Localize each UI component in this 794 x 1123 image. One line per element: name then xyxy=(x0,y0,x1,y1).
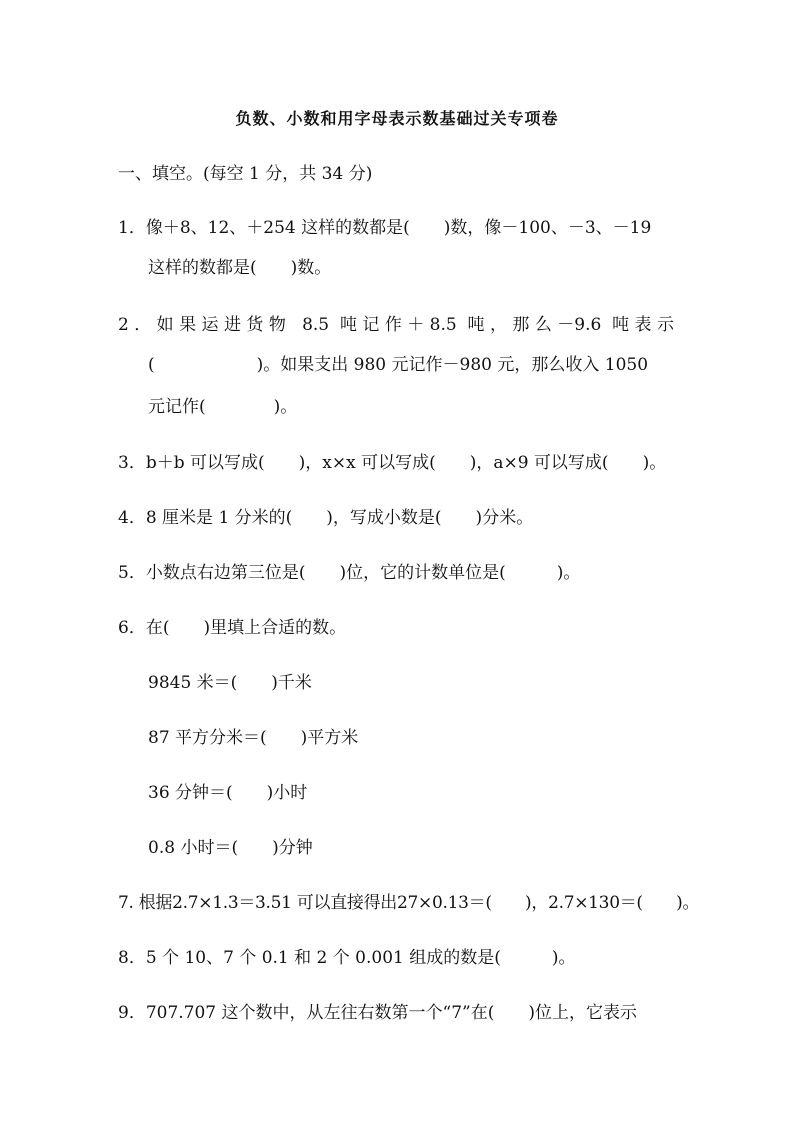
question-5: 5．小数点右边第三位是( )位，它的计数单位是( )。 xyxy=(118,563,581,583)
question-6-item-1: 9845 米＝( )千米 xyxy=(148,673,312,693)
section-heading: 一、填空。(每空 1 分，共 34 分) xyxy=(118,164,373,184)
question-8: 8．5 个 10、7 个 0.1 和 2 个 0.001 组成的数是( )。 xyxy=(118,948,576,968)
question-2-line-1: 2．如果运进货物 8.5 吨记作＋8.5 吨，那么－9.6 吨表示 xyxy=(118,315,674,335)
question-3: 3．b＋b 可以写成( )，x×x 可以写成( )，a×9 可以写成( )。 xyxy=(118,453,667,473)
question-6-item-2: 87 平方分米＝( )平方米 xyxy=(148,728,359,748)
question-9: 9．707.707 这个数中，从左往右数第一个“7”在( )位上，它表示 xyxy=(118,1003,637,1023)
worksheet-title: 负数、小数和用字母表示数基础过关专项卷 xyxy=(235,109,559,128)
question-6-item-3: 36 分钟＝( )小时 xyxy=(148,783,308,803)
question-4: 4．8 厘米是 1 分米的( )，写成小数是( )分米。 xyxy=(118,508,534,528)
question-1-line-2: 这样的数都是( )数。 xyxy=(148,258,332,278)
question-6-stem: 6．在( )里填上合适的数。 xyxy=(118,618,347,638)
question-7: 7. 根据2.7×1.3＝3.51 可以直接得出27×0.13＝( )，2.7×130＝( )。 xyxy=(118,893,700,913)
question-2-line-2: ( )。如果支出 980 元记作－980 元，那么收入 1050 xyxy=(148,355,649,375)
question-6-item-4: 0.8 小时＝( )分钟 xyxy=(148,838,313,858)
question-2-line-3: 元记作( )。 xyxy=(148,397,298,417)
question-1-line-1: 1．像＋8、12、＋254 这样的数都是( )数，像－100、－3、－19 xyxy=(118,218,652,238)
